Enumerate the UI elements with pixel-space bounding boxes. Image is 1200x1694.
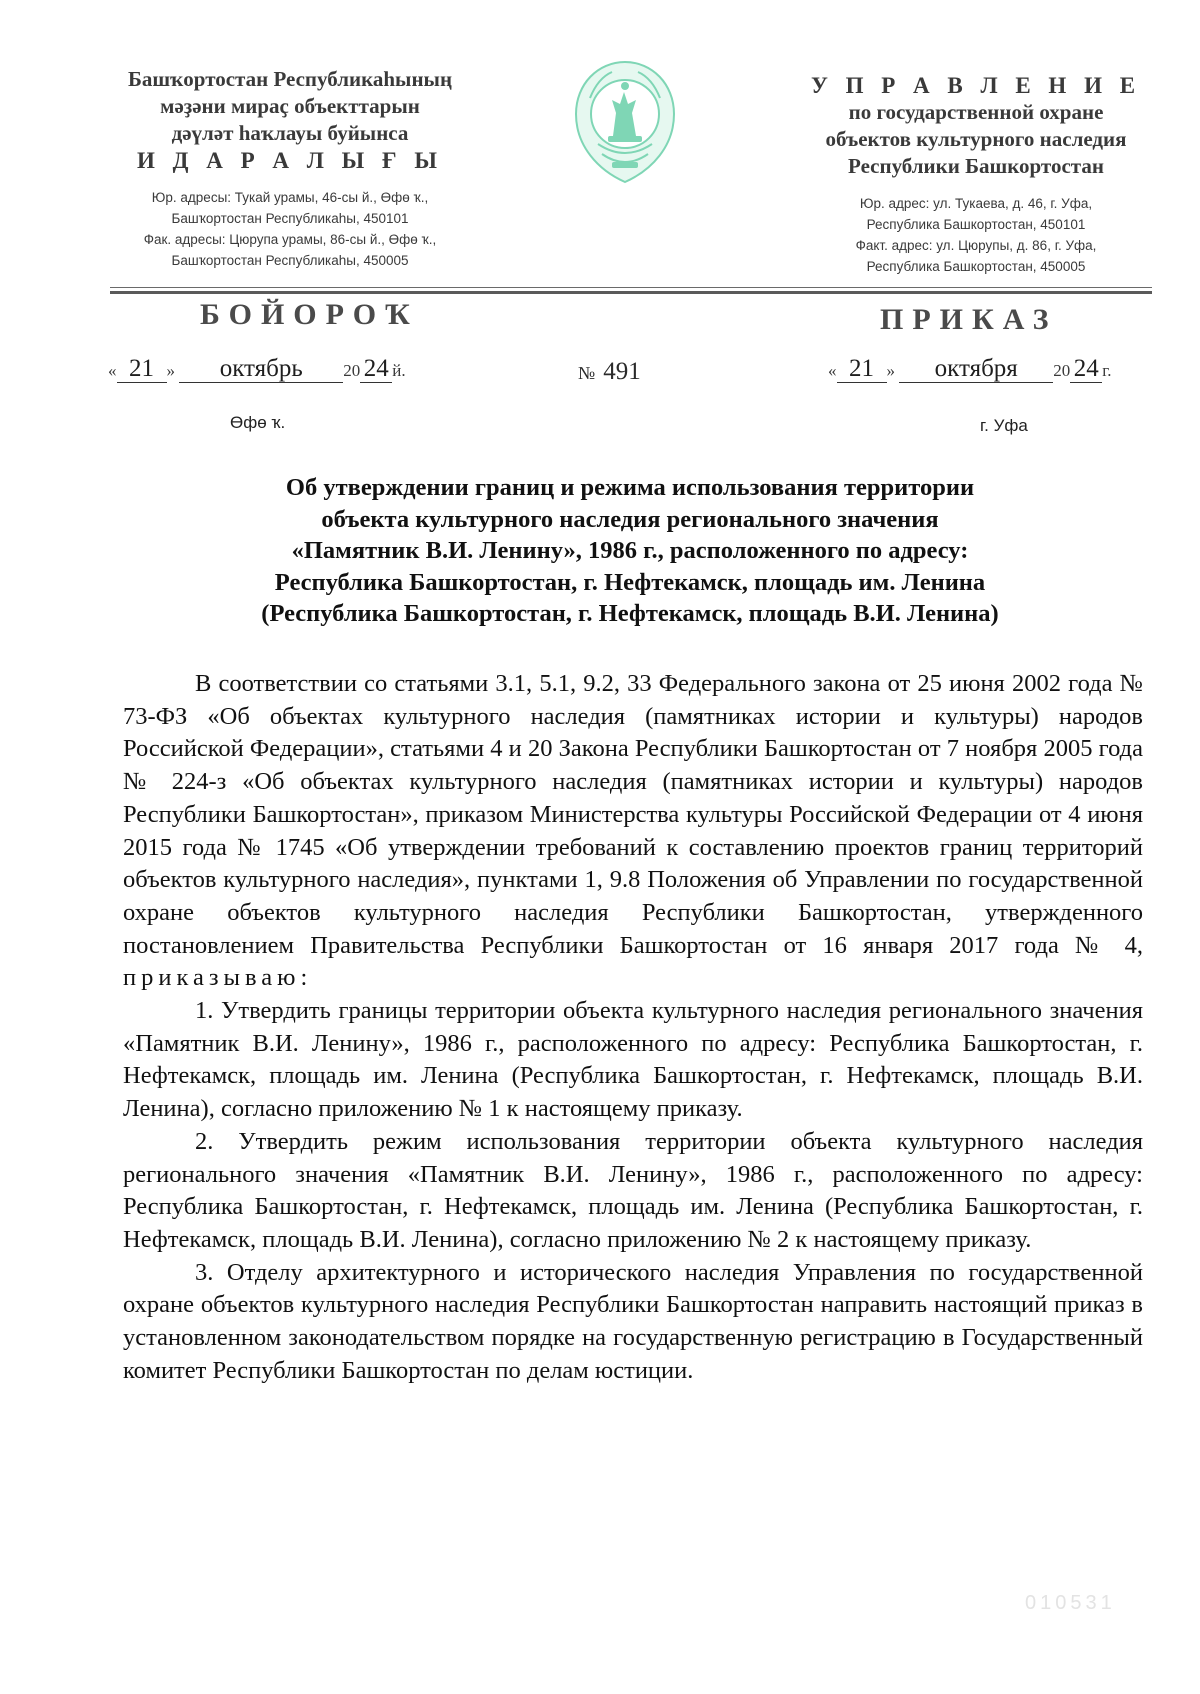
header-left-address-line: Фак. адресы: Цюрупа урамы, 86-сы й., Өфө ҡ.,: [143, 232, 437, 247]
document-title: [130, 472, 1130, 630]
order-word: приказываю:: [123, 964, 313, 992]
city-left: Өфө ҡ.: [230, 413, 286, 432]
body-intro-text: В соответствии со статьями 3.1, 5.1, 9.2, 33 Федерального закона от 25 июня 2002 года № 73-ФЗ «Об объектах культурного наследия (памятниках истории и культуры) народов Российской Федерации», статьями 4 и 20 Закона Республики Башкортостан от 7 ноября 2005 года № 224-з «Об объектах культурного наследия (памятниках истории и культуры) народов Республики Башкортостан», приказом Министерства культуры Российской Федерации от 4 июня 2015 года № 1745 «Об утверждении требований к составлению проектов границ территорий объектов культурного наследия», пунктами 1, 9.8 Положения об Управлении по государственной охране объектов культурного наследия Республики Башкортостан, утвержденного постановлением Правительства Республики Башкортостан от 16 января 2017 года № 4,: [123, 670, 1143, 959]
doc-type-right: ПРИКАЗ: [880, 303, 1058, 336]
title-line: (Республика Башкортостан, г. Нефтекамск, площадь В.И. Ленина): [261, 600, 999, 627]
header-right-address: [776, 193, 1176, 277]
header-left-address: [90, 187, 490, 271]
header-right-address-line: Факт. адрес: ул. Цюрупы, д. 86, г. Уфа,: [855, 238, 1097, 253]
date-left-year-prefix: 20: [343, 361, 361, 380]
header-right-org-line: по государственной охране: [848, 100, 1104, 124]
date-right: [828, 356, 1112, 383]
body-item-2: 2. Утвердить режим использования территории объекта культурного наследия регионального значения «Памятник В.И. Ленину», 1986 г., расположенного по адресу: Республика Башкортостан, г. Нефтекамск, площадь им. Ленина (Республика Башкортостан, г. Нефтекамск, площадь В.И. Ленина), согласно приложению № 2 к настоящему приказу.: [123, 1127, 1143, 1253]
order-number-label: №: [578, 363, 596, 383]
header-right-org-line: У П Р А В Л Е Н И Е: [810, 73, 1142, 98]
date-right-unit: г.: [1102, 361, 1112, 380]
date-right-open-quote: «: [828, 361, 837, 380]
body-item-1: 1. Утвердить границы территории объекта культурного наследия регионального значения «Памятник В.И. Ленину», 1986 г., расположенного по адресу: Республика Башкортостан, г. Нефтекамск, площадь им. Ленина (Республика Башкортостан, г. Нефтекамск, площадь В.И. Ленина), согласно приложению № 1 к настоящему приказу.: [123, 997, 1143, 1123]
header-left-org-line: дәүләт һаҡлауы буйынса: [171, 121, 409, 145]
header-left-org: [90, 66, 490, 174]
title-line: Республика Башкортостан, г. Нефтекамск, площадь им. Ленина: [274, 568, 986, 596]
header-right-org: [776, 72, 1176, 180]
header-right-address-line: Республика Башкортостан, 450101: [866, 217, 1086, 232]
date-left-month: октябрь: [179, 356, 343, 383]
date-left-unit: й.: [392, 361, 406, 380]
date-right-close-quote: »: [886, 361, 895, 380]
date-right-month: октября: [899, 356, 1053, 383]
body-item-3: 3. Отделу архитектурного и исторического наследия Управления по государственной охране объектов культурного наследия Республики Башкортостан направить настоящий приказ в установленном законодательством порядке на государственную регистрацию в Государственный комитет Республики Башкортостан по делам юстиции.: [123, 1258, 1143, 1384]
stamp-number: 010531: [1025, 1592, 1116, 1614]
header-right-block: [776, 72, 1176, 277]
city-right: г. Уфа: [980, 416, 1028, 435]
order-number-value: 491: [603, 358, 641, 385]
document-body: [123, 668, 1143, 1387]
header-divider-thin: [110, 287, 1152, 288]
title-line: «Памятник В.И. Ленину», 1986 г., расположенного по адресу:: [291, 537, 969, 564]
title-line: Об утверждении границ и режима использования территории: [285, 474, 975, 501]
date-right-day: 21: [837, 356, 887, 383]
date-right-year-suffix: 24: [1070, 356, 1102, 383]
header-divider-thick: [110, 291, 1152, 294]
header-right-address-line: Республика Башкортостан, 450005: [866, 259, 1086, 274]
header-right-org-line: объектов культурного наследия: [825, 127, 1127, 151]
order-number: [578, 358, 641, 386]
date-left-year-suffix: 24: [360, 356, 392, 383]
header-left-address-line: Башҡортостан Республикаһы, 450005: [171, 253, 409, 268]
doc-type-left: БОЙОРОҠ: [200, 298, 419, 331]
header-left-org-line: Башҡортостан Республикаһының: [127, 67, 453, 91]
header-left-address-line: Башҡортостан Республикаһы, 450101: [171, 211, 409, 226]
header-right-org-line: Республики Башкортостан: [848, 154, 1104, 178]
date-left-day: 21: [117, 356, 167, 383]
header-left-address-line: Юр. адресы: Тукай урамы, 46-сы й., Өфө ҡ.,: [151, 190, 429, 205]
body-intro-paragraph: [123, 668, 1143, 995]
header-left-block: [90, 66, 490, 271]
date-left: [108, 356, 406, 383]
date-left-open-quote: «: [108, 361, 117, 380]
header-right-address-line: Юр. адрес: ул. Тукаева, д. 46, г. Уфа,: [859, 196, 1093, 211]
date-left-close-quote: »: [166, 361, 175, 380]
title-line: объекта культурного наследия регионального значения: [321, 505, 939, 533]
date-right-year-prefix: 20: [1053, 361, 1071, 380]
bashkortostan-coat-of-arms-icon: [568, 58, 682, 186]
header-left-org-line: мәҙәни мираҫ объекттарын: [160, 94, 420, 118]
header-left-org-line: И Д А Р А Л Ы Ғ Ы: [137, 148, 443, 173]
